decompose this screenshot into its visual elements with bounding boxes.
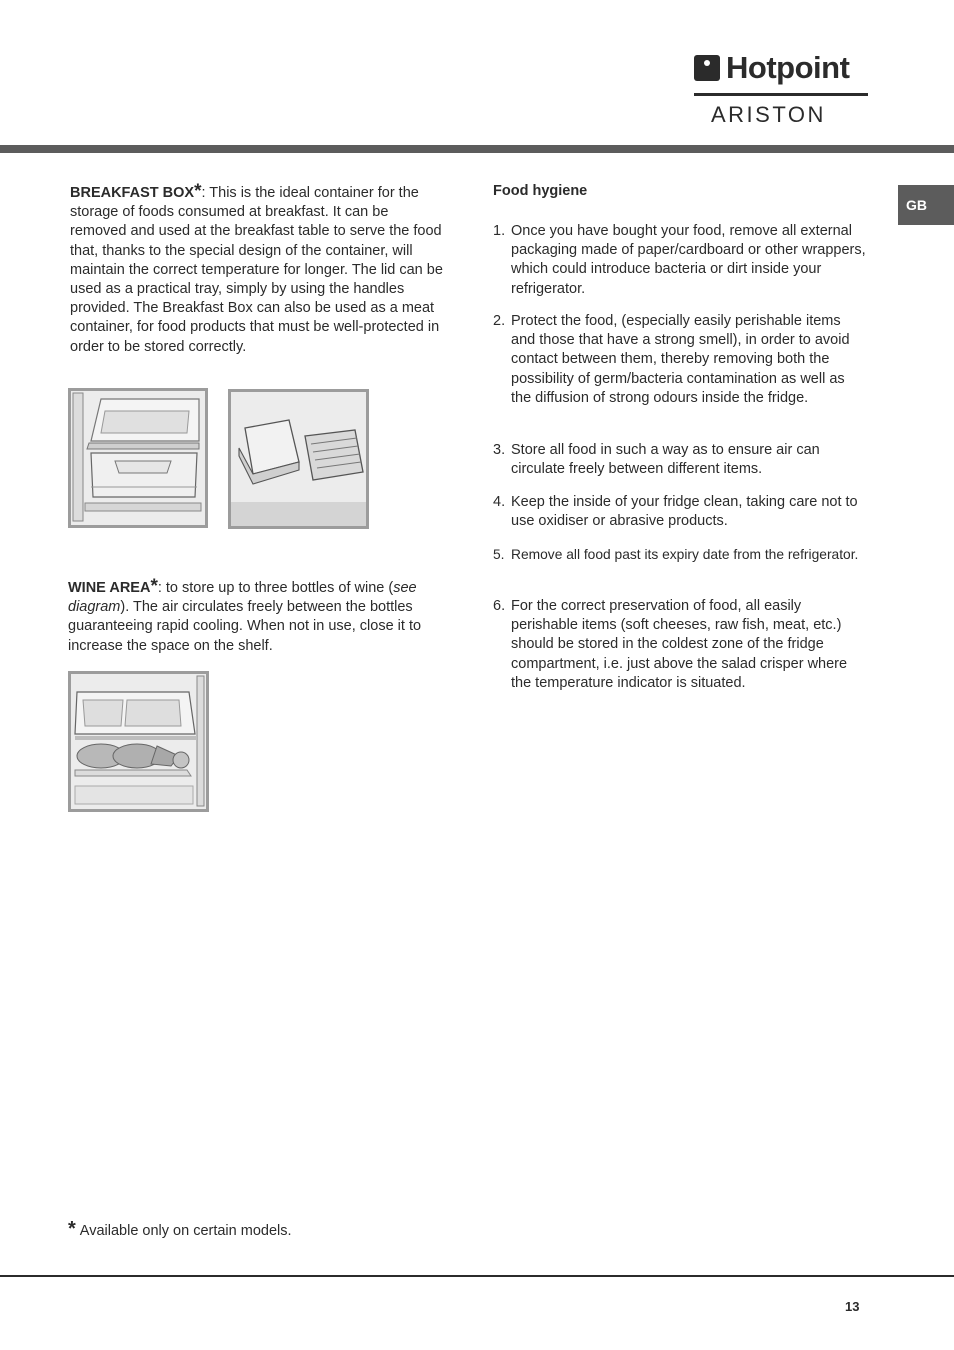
hygiene-item-5 [493, 545, 867, 564]
hygiene-item-2 [493, 312, 867, 408]
wine-area-drawing [71, 674, 206, 809]
wine-area-paragraph [68, 576, 448, 656]
language-tab: GB [898, 185, 954, 225]
asterisk: * [68, 1218, 76, 1240]
wine-area-text-after: ). The air circulates freely between the bottles guaranteeing rapid cooling. When not in use, close it to increase the space on the shelf. [68, 599, 422, 654]
hygiene-item-6 [493, 597, 867, 693]
food-hygiene-title: Food hygiene [493, 183, 588, 199]
logo-divider [694, 93, 868, 96]
breakfast-box-fridge-illustration [68, 388, 208, 528]
list-text: Keep the inside of your fridge clean, taking care not to use oxidiser or abrasive products. [511, 494, 858, 530]
list-number: 1. [493, 223, 506, 239]
list-text: Protect the food, (especially easily perishable items and those that have a strong smell), in order to avoid contact between them, thereby removing both the possibility of germ/bacteria contamination as well as the diffusion of strong odours inside the fridge. [511, 313, 850, 406]
breakfast-box-title: BREAKFAST BOX [70, 185, 195, 201]
page-number: 13 [845, 1299, 860, 1314]
list-number: 4. [493, 494, 506, 510]
asterisk: * [194, 181, 202, 202]
list-text: Remove all food past its expiry date from the refrigerator. [511, 547, 859, 562]
list-number: 6. [493, 598, 506, 614]
list-text: Once you have bought your food, remove all external packaging made of paper/cardboard or other wrappers, which could introduce bacteria or dirt inside your refrigerator. [511, 223, 866, 297]
footnote [68, 1218, 292, 1240]
wine-area-title: WINE AREA [68, 580, 151, 596]
breakfast-box-lid-drawing [231, 392, 366, 526]
wine-area-see-diagram: see diagram [68, 580, 417, 616]
hygiene-item-1 [493, 222, 867, 299]
hotpoint-ariston-logo [694, 50, 868, 126]
breakfast-box-paragraph [70, 181, 448, 357]
hygiene-item-4 [493, 493, 867, 531]
logo-brand-name: Hotpoint [726, 50, 850, 85]
list-number: 3. [493, 442, 506, 458]
logo-mark-icon [694, 55, 720, 81]
list-number: 2. [493, 313, 506, 329]
header-band [0, 145, 954, 153]
wine-area-illustration [68, 671, 209, 812]
asterisk: * [150, 576, 158, 597]
logo-sub-brand: ARISTON [711, 102, 826, 127]
footer-rule [0, 1275, 954, 1277]
list-text: For the correct preservation of food, all easily perishable items (soft cheeses, raw fish, meat, etc.) should be stored in the coldest zone of the fridge compartment, i.e. just above the salad crisper where the temperature indicator is situated. [511, 598, 848, 691]
breakfast-box-fridge-drawing [71, 391, 205, 525]
logo-hotpoint [694, 50, 849, 86]
wine-area-text-before: : to store up to three bottles of wine ( [157, 580, 394, 596]
footnote-text: Available only on certain models. [79, 1223, 292, 1239]
list-text: Store all food in such a way as to ensure air can circulate freely between different items. [511, 442, 820, 478]
breakfast-box-text: : This is the ideal container for the storage of foods consumed at breakfast. It can be removed and used at the breakfast table to serve the food that, thanks to the special design of the container, will maintain the correct temperature for longer. The lid can be used as a practical tray, simply by using the handles provided. The Breakfast Box can also be used as a meat container, for food products that must be well-protected in order to be stored correctly. [70, 185, 443, 355]
breakfast-box-lid-illustration [228, 389, 369, 529]
hygiene-item-3 [493, 441, 867, 479]
list-number: 5. [493, 547, 505, 562]
